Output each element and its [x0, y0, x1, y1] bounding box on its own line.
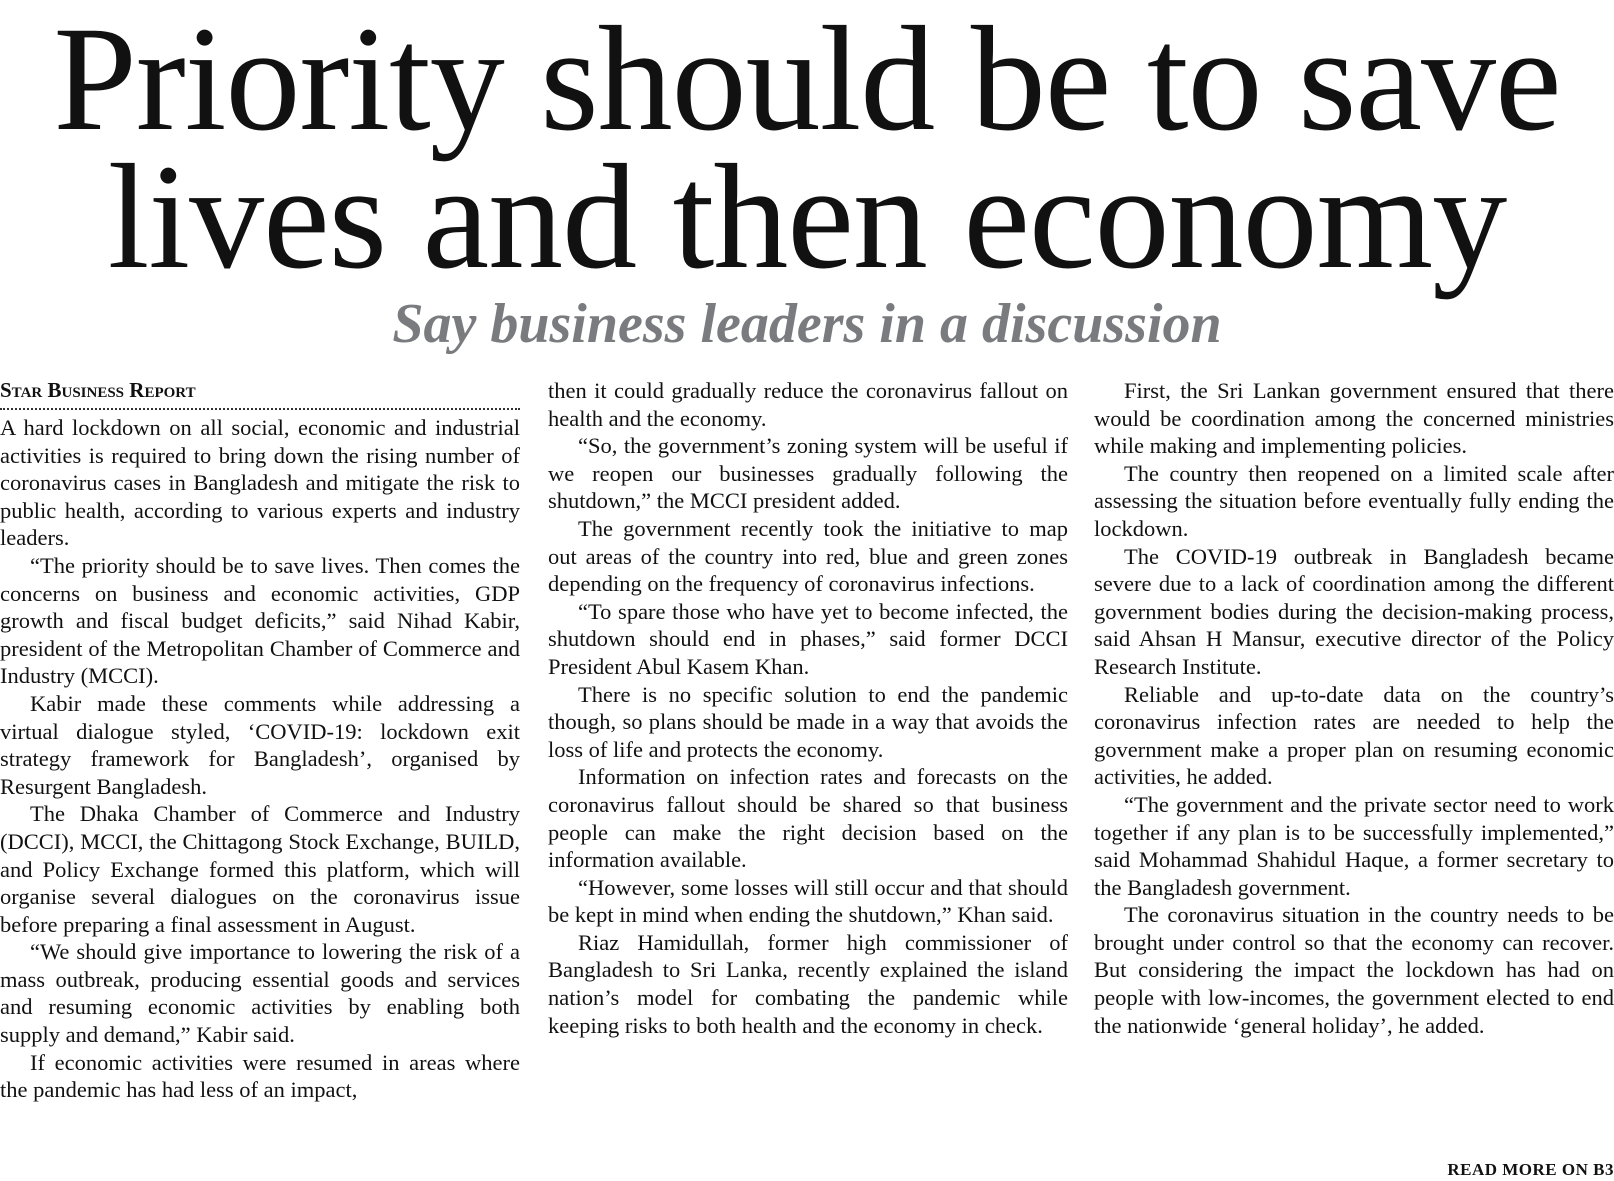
headline-line-1: Priority should be to save [53, 0, 1561, 162]
headline [0, 0, 1614, 300]
subheadline: Say business leaders in a discussion [392, 293, 1222, 355]
article-column-3 [1094, 377, 1614, 1181]
paragraph: Riaz Hamidullah, former high commissioner of Bangladesh to Sri Lanka, recently explained the island nation’s model for combating the pandemic while keeping risks to both health and the economy in check. [548, 929, 1068, 1038]
headline-line-2: lives and then economy [107, 134, 1507, 300]
paragraph: The Dhaka Chamber of Commerce and Industry (DCCI), MCCI, the Chittagong Stock Exchange, BUILD, and Policy Exchange formed this platform, which will organise several dialogues on the coronavirus issue before preparing a final assessment in August. [0, 801, 520, 937]
paragraph: “However, some losses will still occur and that should be kept in mind when ending the shutdown,” Khan said. [548, 874, 1068, 928]
paragraph: Kabir made these comments while addressing a virtual dialogue styled, ‘COVID-19: lockdown exit strategy framework for Bangladesh’, organised by Resurgent Bangladesh. [0, 690, 520, 799]
paragraph: The government recently took the initiative to map out areas of the country into red, blue and green zones depending on the frequency of coronavirus infections. [548, 515, 1068, 597]
article-column-2 [548, 377, 1068, 1181]
paragraph: First, the Sri Lankan government ensured that there would be coordination among the concerned ministries while making and implementing policies. [1094, 378, 1614, 459]
paragraph: If economic activities were resumed in areas where the pandemic has had less of an impact, [0, 1049, 520, 1103]
paragraph: Information on infection rates and forecasts on the coronavirus fallout should be shared so that business people can make the right decision based on the information available. [548, 764, 1068, 873]
paragraph: The COVID-19 outbreak in Bangladesh became severe due to a lack of coordination among the different government bodies during the decision-making process, said Ahsan H Mansur, executive director of the Policy Research Institute. [1094, 543, 1614, 679]
article-body [0, 377, 1614, 1181]
paragraph: The country then reopened on a limited scale after assessing the situation before eventually fully ending the lockdown. [1094, 460, 1614, 541]
article-column-1 [0, 377, 520, 1181]
paragraph: “The government and the private sector need to work together if any plan is to be successfully implemented,” said Mohammad Shahidul Haque, a former secretary to the Bangladesh government. [1094, 791, 1614, 900]
byline: Star Business Report [0, 377, 520, 410]
paragraph: then it could gradually reduce the coronavirus fallout on health and the economy. [548, 378, 1068, 431]
paragraph: “The priority should be to save lives. Then comes the concerns on business and economic activities, GDP growth and fiscal budget deficits,” said Nihad Kabir, president of the Metropolitan Chamber of Commerce and Industry (MCCI). [0, 552, 520, 689]
paragraph: Reliable and up-to-date data on the country’s coronavirus infection rates are needed to help the government make a proper plan on resuming economic activities, he added. [1094, 681, 1614, 790]
paragraph: There is no specific solution to end the pandemic though, so plans should be made in a way that avoids the loss of life and protects the economy. [548, 681, 1068, 762]
paragraph: A hard lockdown on all social, economic and industrial activities is required to bring down the rising number of coronavirus cases in Bangladesh and mitigate the risk to public health, according to various experts and industry leaders. [0, 415, 520, 551]
paragraph: “To spare those who have yet to become infected, the shutdown should end in phases,” said former DCCI President Abul Kasem Khan. [548, 598, 1068, 679]
read-more-link[interactable]: READ MORE ON B3 [1447, 1160, 1614, 1179]
paragraph: “So, the government’s zoning system will be useful if we reopen our businesses gradually following the shutdown,” the MCCI president added. [548, 433, 1068, 514]
paragraph: The coronavirus situation in the country needs to be brought under control so that the economy can recover. But considering the impact the lockdown has had on people with low-incomes, the government elected to end the nationwide ‘general holiday’, he added. [1094, 902, 1614, 1038]
paragraph: “We should give importance to lowering the risk of a mass outbreak, producing essential goods and services and resuming economic activities by enabling both supply and demand,” Kabir said. [0, 939, 520, 1048]
